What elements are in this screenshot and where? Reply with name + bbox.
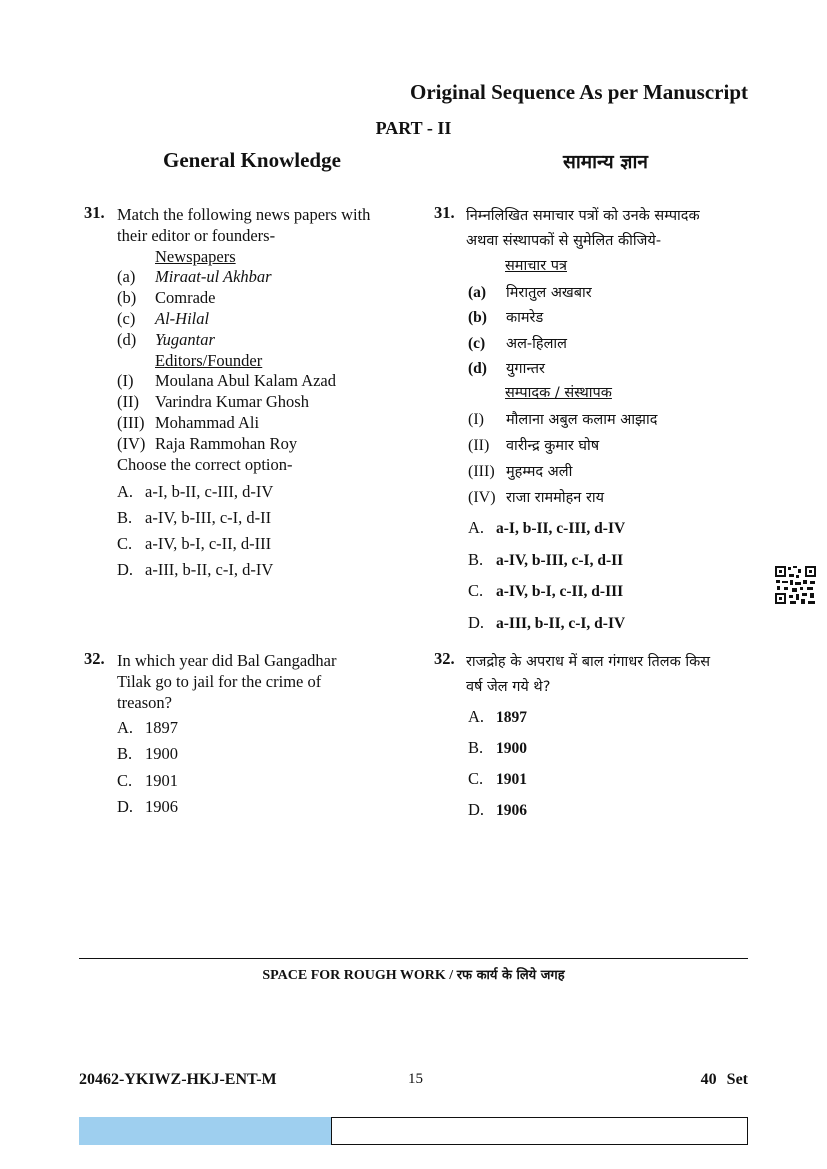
page-number: 15 (408, 1071, 423, 1087)
answer-option-d[interactable]: D. a-III, b-II, c-I, d-IV (117, 560, 274, 579)
stem-line: treason? (117, 693, 172, 712)
answer-option-c[interactable]: C. a-IV, b-I, c-II, d-III (468, 581, 624, 600)
instruction: Choose the correct option- (117, 455, 293, 474)
list-item: (I) Moulana Abul Kalam Azad (117, 371, 337, 390)
answer-option-b[interactable]: B. 1900 (117, 744, 178, 763)
list-item: (b) Comrade (117, 288, 216, 307)
stem-line: वर्ष जेल गये थे? (466, 679, 551, 695)
list-item: (b) कामरेड (468, 309, 544, 326)
list-item: (IV) राजा राममोहन राय (468, 489, 605, 506)
answer-option-b[interactable]: B. a-IV, b-III, c-I, d-II (117, 508, 272, 527)
answer-option-a[interactable]: A. 1897 (468, 707, 527, 726)
answer-option-d[interactable]: D. 1906 (117, 797, 178, 816)
column-heading-newspapers: समाचार पत्र (505, 258, 567, 274)
question-stem (466, 650, 710, 700)
answer-option-a[interactable]: A. a-I, b-II, c-III, d-IV (117, 482, 274, 501)
sequence-note: Original Sequence As per Manuscript (410, 80, 748, 104)
question-number: 32. (84, 649, 105, 668)
answer-option-a[interactable]: A. a-I, b-II, c-III, d-IV (468, 518, 626, 537)
list-item: (II) वारीन्द्र कुमार घोष (468, 437, 600, 454)
question-stem (466, 204, 700, 254)
list-item: (IV) Raja Rammohan Roy (117, 434, 298, 453)
column-heading-editors: सम्पादक / संस्थापक (505, 385, 612, 401)
list-item: (d) युगान्तर (468, 360, 545, 377)
answer-option-a[interactable]: A. 1897 (117, 718, 178, 737)
stem-line: राजद्रोह के अपराध में बाल गंगाधर तिलक किस (466, 654, 711, 670)
answer-option-b[interactable]: B. 1900 (468, 738, 527, 757)
question-number: 31. (434, 203, 455, 222)
stem-line: निम्नलिखित समाचार पत्रों को उनके सम्पादक (466, 208, 700, 224)
paper-code: 20462-YKIWZ-HKJ-ENT-M (79, 1071, 277, 1088)
section-title-hindi: सामान्य ज्ञान (563, 151, 648, 173)
section-title-english: General Knowledge (163, 148, 341, 172)
footer-color-bar (79, 1117, 331, 1145)
answer-option-d[interactable]: D. 1906 (468, 800, 527, 819)
column-heading-newspapers: Newspapers (155, 247, 236, 266)
stem-line: In which year did Bal Gangadhar (117, 651, 337, 670)
list-item: (d) Yugantar (117, 330, 215, 349)
set-label: 40 Set (700, 1071, 748, 1088)
stem-line: Tilak go to jail for the crime of (117, 672, 322, 691)
answer-option-b[interactable]: B. a-IV, b-III, c-I, d-II (468, 550, 624, 569)
list-item: (I) मौलाना अबुल कलाम आझाद (468, 411, 658, 428)
rough-work-heading: SPACE FOR ROUGH WORK / रफ कार्य के लिये जगह (262, 968, 565, 983)
stem-line: their editor or founders- (117, 226, 276, 245)
column-heading-editors: Editors/Founder (155, 351, 263, 370)
qr-code (774, 565, 817, 605)
list-item: (c) अल-हिलाल (468, 335, 568, 352)
stem-line: अथवा संस्थापकों से सुमेलित कीजिये- (466, 233, 662, 249)
stem-line: Match the following news papers with (117, 205, 371, 224)
question-stem (117, 204, 370, 246)
list-item: (III) Mohammad Ali (117, 413, 260, 432)
list-item: (a) Miraat-ul Akhbar (117, 267, 272, 286)
list-item: (c) Al-Hilal (117, 309, 210, 328)
question-number: 31. (84, 203, 105, 222)
answer-option-c[interactable]: C. a-IV, b-I, c-II, d-III (117, 534, 272, 553)
list-item: (a) मिरातुल अखबार (468, 284, 592, 301)
list-item: (II) Varindra Kumar Ghosh (117, 392, 309, 411)
footer-box (331, 1117, 748, 1145)
answer-option-c[interactable]: C. 1901 (117, 771, 178, 790)
list-item: (III) मुहम्मद अली (468, 463, 573, 480)
answer-option-d[interactable]: D. a-III, b-II, c-I, d-IV (468, 613, 626, 632)
question-stem (117, 650, 336, 713)
part-heading: PART - II (375, 118, 452, 138)
question-number: 32. (434, 649, 455, 668)
answer-option-c[interactable]: C. 1901 (468, 769, 527, 788)
divider-line (79, 958, 748, 959)
